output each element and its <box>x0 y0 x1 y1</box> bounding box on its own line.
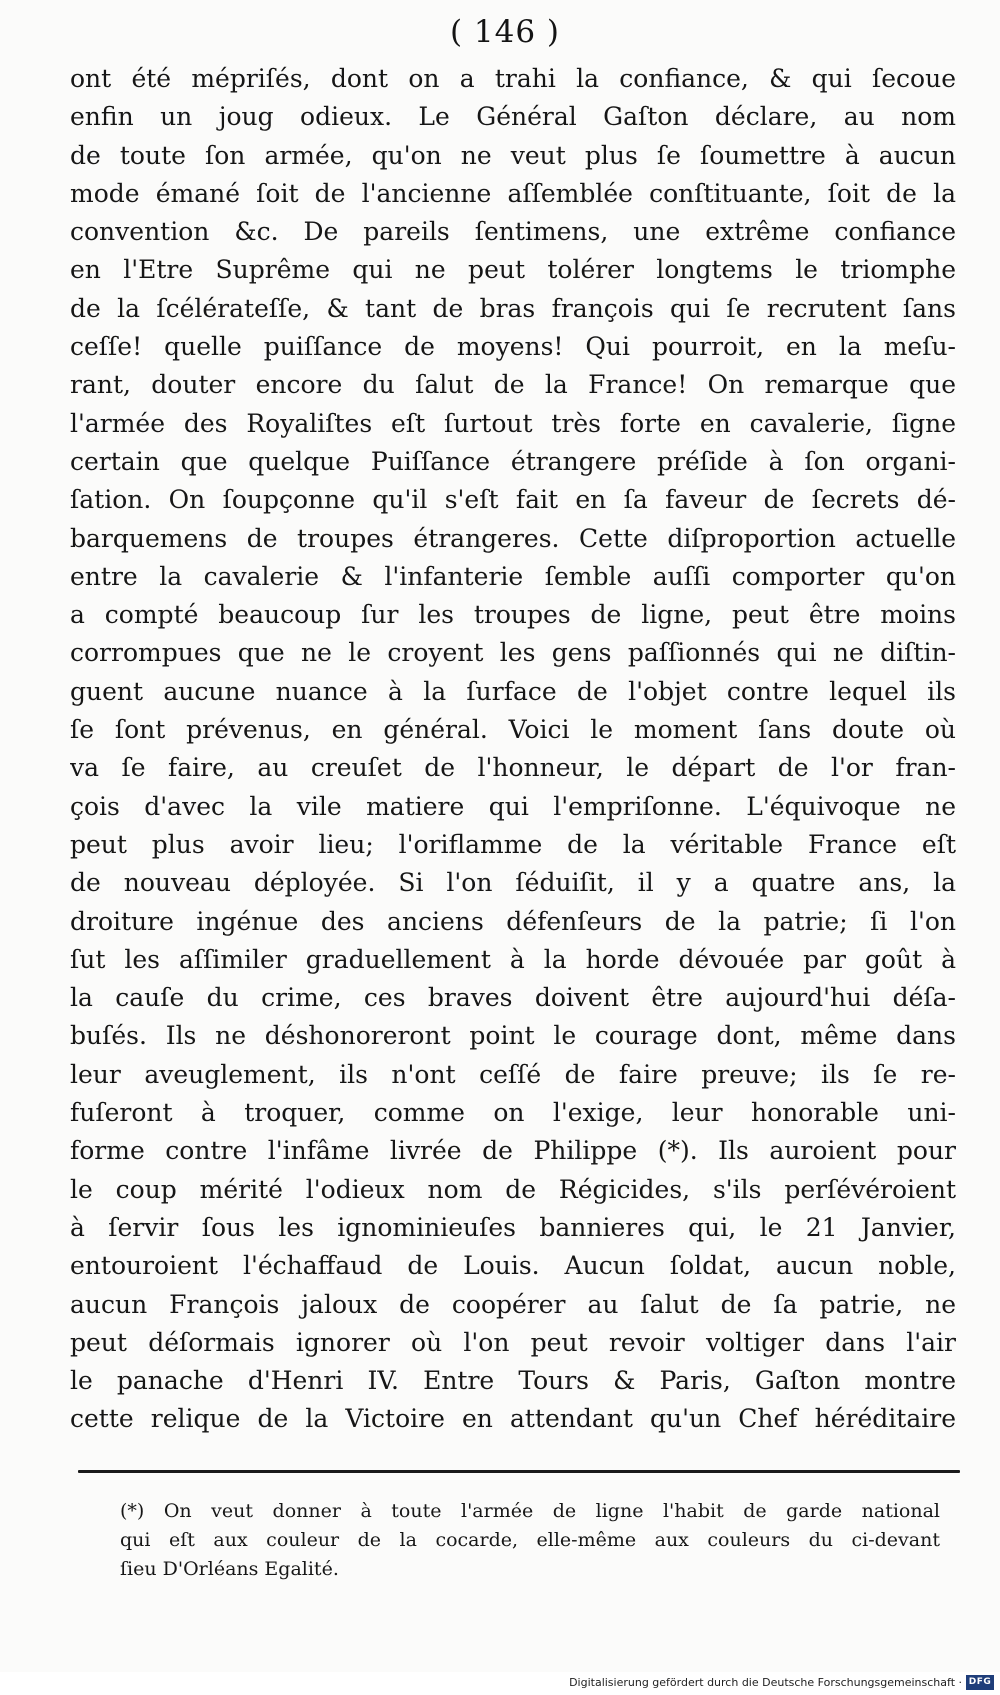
text-line: a compté beaucoup ſur les troupes de ligne, peut être moins <box>70 600 956 630</box>
text-line: barquemens de troupes étrangeres. Cette diſproportion actuelle <box>70 523 956 553</box>
text-line: en l'Etre Suprême qui ne peut tolérer longtems le triomphe <box>70 255 956 285</box>
text-line: peut plus avoir lieu; l'oriflamme de la véritable France eſt <box>70 829 956 859</box>
footnote <box>120 1497 940 1584</box>
body-text <box>70 60 956 1439</box>
text-line: mode émané ſoit de l'ancienne aſſemblée conſtituante, ſoit de la <box>70 178 956 208</box>
text-line: entouroient l'échaffaud de Louis. Aucun ſoldat, aucun noble, <box>70 1251 956 1281</box>
text-line: aucun François jaloux de coopérer au ſalut de ſa patrie, ne <box>70 1289 956 1319</box>
text-line: le coup mérité l'odieux nom de Régicides, s'ils perſévéroient <box>70 1174 956 1204</box>
text-line: certain que quelque Puiſſance étrangere préſide à ſon organi- <box>70 446 956 476</box>
text-line: va ſe faire, au creuſet de l'honneur, le départ de l'or fran- <box>70 753 956 783</box>
text-line: cette relique de la Victoire en attendant qu'un Chef héréditaire <box>70 1404 956 1434</box>
text-line: de la ſcélérateſſe, & tant de bras françois qui ſe recrutent ſans <box>70 293 956 323</box>
text-line: peut déſormais ignorer où l'on peut revoir voltiger dans l'air <box>70 1327 956 1357</box>
page-number: ( 146 ) <box>449 14 561 50</box>
text-line: droiture ingénue des anciens défenſeurs de la patrie; ſi l'on <box>70 906 956 936</box>
text-line: ont été mépriſés, dont on a trahi la confiance, & qui ſecoue <box>70 64 956 93</box>
text-line: guent aucune nuance à la ſurface de l'objet contre lequel ils <box>70 676 956 706</box>
text-line: ſut les aſſimiler graduellement à la horde dévouée par goût à <box>70 944 956 974</box>
text-line: leur aveuglement, ils n'ont ceſſé de faire preuve; ils ſe re- <box>70 1059 956 1089</box>
text-line: convention &c. De pareils ſentimens, une extrême confiance <box>70 217 956 247</box>
footnote-divider <box>78 1470 960 1473</box>
text-line: enfin un joug odieux. Le Général Gaſton déclare, au nom <box>70 102 956 132</box>
digitization-credit: Digitalisierung gefördert durch die Deutsche Forschungsgemeinschaft · <box>569 1676 962 1689</box>
text-line: ſe ſont prévenus, en général. Voici le moment ſans doute où <box>70 715 956 745</box>
text-line: rant, douter encore du ſalut de la France! On remarque que <box>70 370 956 400</box>
text-line: à ſervir ſous les ignominieuſes bannieres qui, le 21 Janvier, <box>70 1212 956 1242</box>
dfg-logo-icon: DFG <box>966 1675 994 1690</box>
text-line: ceſſe! quelle puiſſance de moyens! Qui pourroit, en la meſu- <box>70 332 956 362</box>
text-line: l'armée des Royaliſtes eſt ſurtout très forte en cavalerie, ſigne <box>70 408 956 438</box>
footnote-line: qui eſt aux couleur de la cocarde, elle-même aux couleurs du ci-devant <box>120 1529 940 1551</box>
footnote-line: (*) On veut donner à toute l'armée de ligne l'habit de garde national <box>120 1500 940 1522</box>
text-line: de toute ſon armée, qu'on ne veut plus ſe ſoumettre à aucun <box>70 140 956 170</box>
text-line: fuſeront à troquer, comme on l'exige, leur honorable uni- <box>70 1098 956 1128</box>
text-line: le panache d'Henri IV. Entre Tours & Paris, Gaſton montre <box>70 1366 956 1396</box>
text-line: ſation. On ſoupçonne qu'il s'eſt fait en ſa faveur de ſecrets dé- <box>70 485 956 515</box>
text-line: çois d'avec la vile matiere qui l'empriſonne. L'équivoque ne <box>70 791 956 821</box>
text-line: corrompues que ne le croyent les gens paſſionnés qui ne diſtin- <box>70 638 956 668</box>
text-line: entre la cavalerie & l'infanterie ſemble auſſi comporter qu'on <box>70 561 956 591</box>
text-line: forme contre l'infâme livrée de Philippe (*). Ils auroient pour <box>70 1136 956 1166</box>
text-line: de nouveau déployée. Si l'on ſéduiſit, il y a quatre ans, la <box>70 868 956 898</box>
digitization-credit-bar <box>0 1672 1000 1695</box>
footnote-line: ſieu D'Orléans Egalité. <box>120 1558 339 1580</box>
text-line: la cauſe du crime, ces braves doivent être aujourd'hui déſa- <box>70 983 956 1013</box>
text-line: buſés. Ils ne déshonoreront point le courage dont, même dans <box>70 1021 956 1051</box>
